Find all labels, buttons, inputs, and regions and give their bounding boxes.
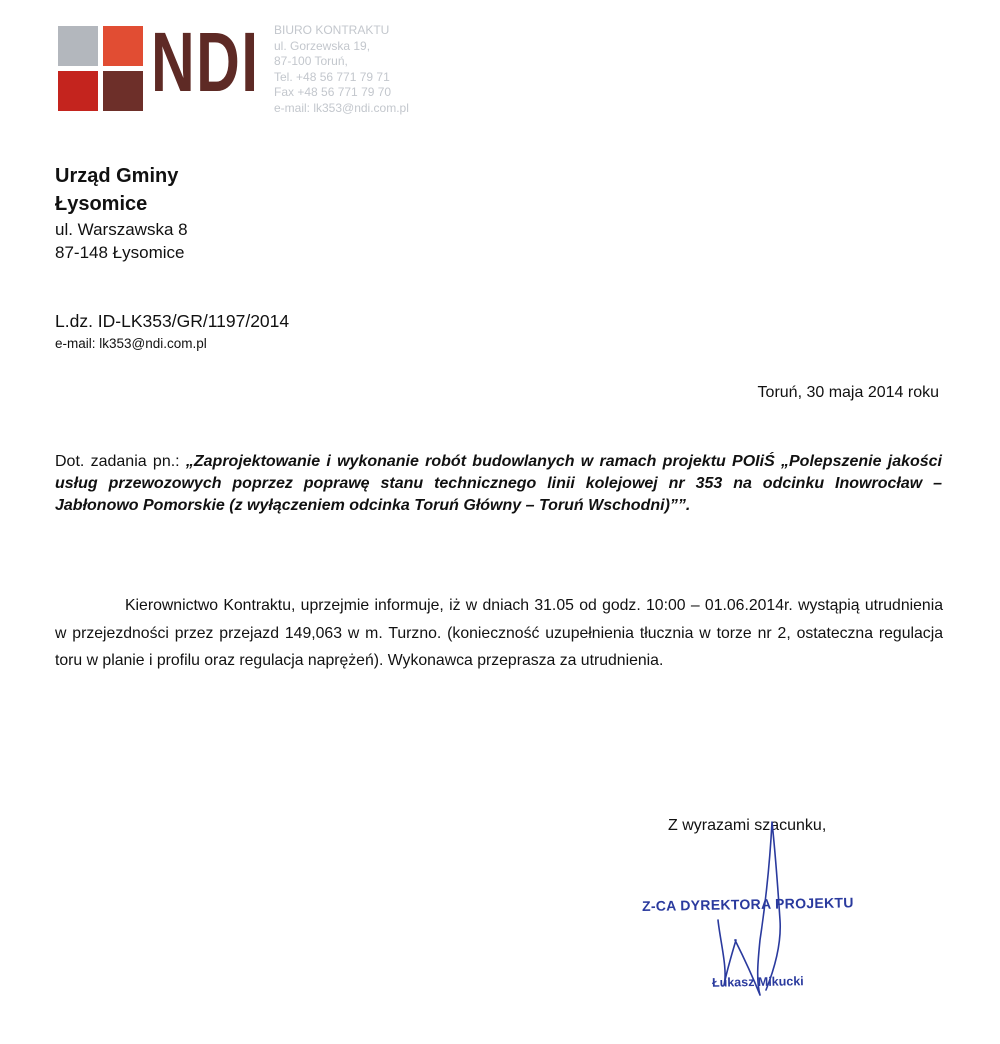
recipient-city: 87-148 Łysomice (55, 243, 185, 262)
logo-square-brown (103, 71, 143, 111)
office-address (274, 23, 409, 116)
stamp-title: Z-CA DYREKTORA PROJEKTU (641, 894, 854, 914)
subject-title: „Zaprojektowanie i wykonanie robót budowlanych w ramach projektu POIiŚ „Polepszenie jakości usług przewozowych poprzez poprawę stanu technicznego linii kolejowej nr 353 na odcinku Inowrocław – Jabłonowo Pomorskie (z wyłączeniem odcinka Toruń Główny – Toruń Wschodni)””. (55, 453, 943, 514)
logo-wordmark: NDI (151, 15, 260, 109)
logo-square-orange (103, 26, 143, 66)
stamp-name: Łukasz Mikucki (711, 974, 804, 990)
recipient-place: Łysomice (55, 193, 148, 215)
logo-square-red (58, 71, 98, 111)
letter-body: Kierownictwo Kontraktu, uprzejmie informuje, iż w dniach 31.05 od godz. 10:00 – 01.06.2014r. wystąpią utrudnienia w przejezdności przez przejazd 149,063 w m. Turzno. (konieczność uzupełnienia tłucznia w torze nr 2, ostateczna regulacja toru w planie i profilu oraz regulacja naprężeń). Wykonawca przeprasza za utrudnienia. (55, 597, 943, 669)
office-city: 87-100 Toruń, (274, 54, 348, 68)
logo-square-grey (58, 26, 98, 66)
office-street: ul. Gorzewska 19, (274, 38, 371, 53)
recipient-street: ul. Warszawska 8 (55, 220, 188, 239)
office-fax: Fax +48 56 771 79 70 (274, 85, 392, 99)
company-logo (58, 15, 260, 114)
recipient-name: Urząd Gminy (55, 165, 179, 187)
office-name: BIURO KONTRAKTU (274, 23, 390, 37)
subject-prefix: Dot. zadania pn.: (55, 453, 186, 470)
letter-date: Toruń, 30 maja 2014 roku (757, 384, 939, 401)
reference-email: e-mail: lk353@ndi.com.pl (55, 336, 207, 351)
closing-text: Z wyrazami szacunku, (668, 817, 827, 834)
reference-number: L.dz. ID-LK353/GR/1197/2014 (55, 311, 290, 331)
letter-subject (55, 451, 942, 517)
office-tel: Tel. +48 56 771 79 71 (274, 69, 390, 84)
office-email: e-mail: lk353@ndi.com.pl (274, 100, 409, 115)
